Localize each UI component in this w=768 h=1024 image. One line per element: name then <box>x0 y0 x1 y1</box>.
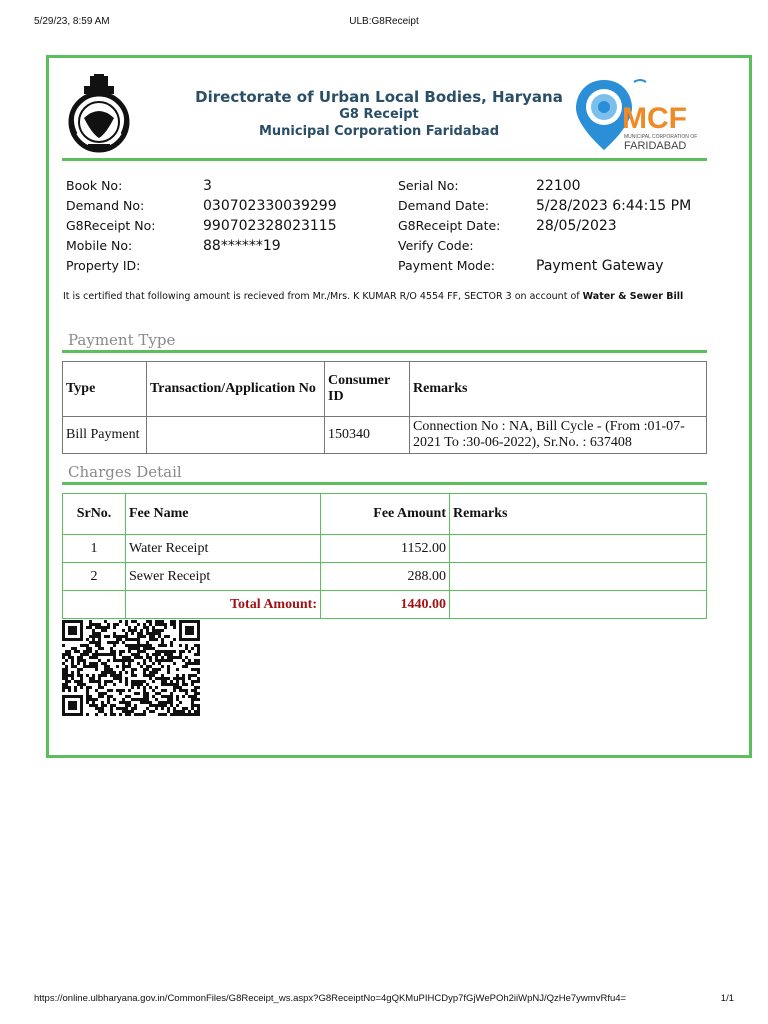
page-url: https://online.ulbharyana.gov.in/CommonFiles/G8Receipt_ws.aspx?G8ReceiptNo=4gQKMuPIHCDyp7fGjWePOh2iiWpNJ/QzHe7ywmvRfu4= <box>34 993 627 1004</box>
serial-no-label: Serial No: <box>398 178 459 193</box>
fee-amount-cell: 288.00 <box>321 563 450 591</box>
transaction-no-cell <box>147 417 325 454</box>
total-label: Total Amount: <box>126 591 321 619</box>
remarks-cell <box>450 535 707 563</box>
print-header <box>34 16 734 32</box>
info-row <box>66 196 386 216</box>
payment-type-table <box>62 361 707 454</box>
payment-mode-value: Payment Gateway <box>536 258 664 274</box>
info-row <box>66 256 386 276</box>
info-row <box>398 176 718 196</box>
print-title: ULB:G8Receipt <box>349 16 419 27</box>
charges-divider <box>62 482 707 485</box>
info-row <box>66 216 386 236</box>
print-footer <box>34 993 734 1007</box>
srno-cell: 2 <box>63 563 126 591</box>
fee-name-cell: Water Receipt <box>126 535 321 563</box>
col-header-remarks: Remarks <box>450 494 707 535</box>
info-row <box>398 236 718 256</box>
table-header-row <box>63 494 707 535</box>
mcf-logo <box>574 76 704 154</box>
fee-amount-cell: 1152.00 <box>321 535 450 563</box>
payment-mode-label: Payment Mode: <box>398 258 495 273</box>
certificate-body: It is certified that following amount is recieved from Mr./Mrs. K KUMAR R/O 4554 FF, SECTOR 3 on account of <box>63 291 580 302</box>
payment-type-divider <box>62 350 707 353</box>
payment-type-cell: Bill Payment <box>63 417 147 454</box>
logo-city-text: FARIDABAD <box>624 140 687 152</box>
table-row <box>63 535 707 563</box>
info-row <box>66 176 386 196</box>
certificate-text <box>63 291 707 302</box>
demand-no-value: 030702330039299 <box>203 198 337 214</box>
mobile-no-value: 88******19 <box>203 238 281 254</box>
charges-detail-title: Charges Detail <box>68 463 182 481</box>
table-row <box>63 563 707 591</box>
serial-no-value: 22100 <box>536 178 581 194</box>
table-header-row <box>63 362 707 417</box>
col-header-srno: SrNo. <box>63 494 126 535</box>
total-remarks-cell <box>450 591 707 619</box>
payment-type-title: Payment Type <box>68 331 176 349</box>
print-datetime: 5/29/23, 8:59 AM <box>34 16 110 27</box>
col-header-fee-name: Fee Name <box>126 494 321 535</box>
total-empty-cell <box>63 591 126 619</box>
col-header-consumer-id: Consumer ID <box>325 362 410 417</box>
demand-date-value: 5/28/2023 6:44:15 PM <box>536 198 692 214</box>
corporation-name: Municipal Corporation Faridabad <box>258 124 500 139</box>
header-divider <box>62 158 707 161</box>
demand-date-label: Demand Date: <box>398 198 490 213</box>
qr-code-icon <box>62 620 200 717</box>
info-row <box>398 196 718 216</box>
directorate-title: Directorate of Urban Local Bodies, Haryana <box>195 88 563 106</box>
haryana-seal-icon <box>66 74 132 154</box>
info-left <box>66 176 386 276</box>
logo-mcf-text: MCF <box>622 102 687 135</box>
info-row <box>398 256 718 276</box>
col-header-fee-amount: Fee Amount <box>321 494 450 535</box>
verify-code-label: Verify Code: <box>398 238 474 253</box>
total-value: 1440.00 <box>321 591 450 619</box>
col-header-remarks: Remarks <box>410 362 707 417</box>
info-right <box>398 176 718 276</box>
property-id-label: Property ID: <box>66 258 141 273</box>
table-row <box>63 417 707 454</box>
logo-sub-text: MUNICIPAL CORPORATION OF <box>624 134 698 140</box>
remarks-cell: Connection No : NA, Bill Cycle - (From :01-07-2021 To :30-06-2022), Sr.No. : 637408 <box>410 417 707 454</box>
receipt-type: G8 Receipt <box>339 107 419 122</box>
demand-no-label: Demand No: <box>66 198 145 213</box>
page-number: 1/1 <box>720 993 734 1004</box>
g8receipt-no-label: G8Receipt No: <box>66 218 156 233</box>
consumer-id-cell: 150340 <box>325 417 410 454</box>
charges-table <box>62 493 707 619</box>
certificate-account: Water & Sewer Bill <box>582 291 684 302</box>
fee-name-cell: Sewer Receipt <box>126 563 321 591</box>
info-row <box>398 216 718 236</box>
book-no-label: Book No: <box>66 178 123 193</box>
col-header-type: Type <box>63 362 147 417</box>
col-header-transaction: Transaction/Application No <box>147 362 325 417</box>
srno-cell: 1 <box>63 535 126 563</box>
book-no-value: 3 <box>203 178 212 194</box>
g8receipt-date-value: 28/05/2023 <box>536 218 617 234</box>
total-row <box>63 591 707 619</box>
remarks-cell <box>450 563 707 591</box>
g8receipt-date-label: G8Receipt Date: <box>398 218 501 233</box>
mobile-no-label: Mobile No: <box>66 238 133 253</box>
info-row <box>66 236 386 256</box>
receipt-title-block <box>130 88 628 140</box>
g8receipt-no-value: 990702328023115 <box>203 218 337 234</box>
